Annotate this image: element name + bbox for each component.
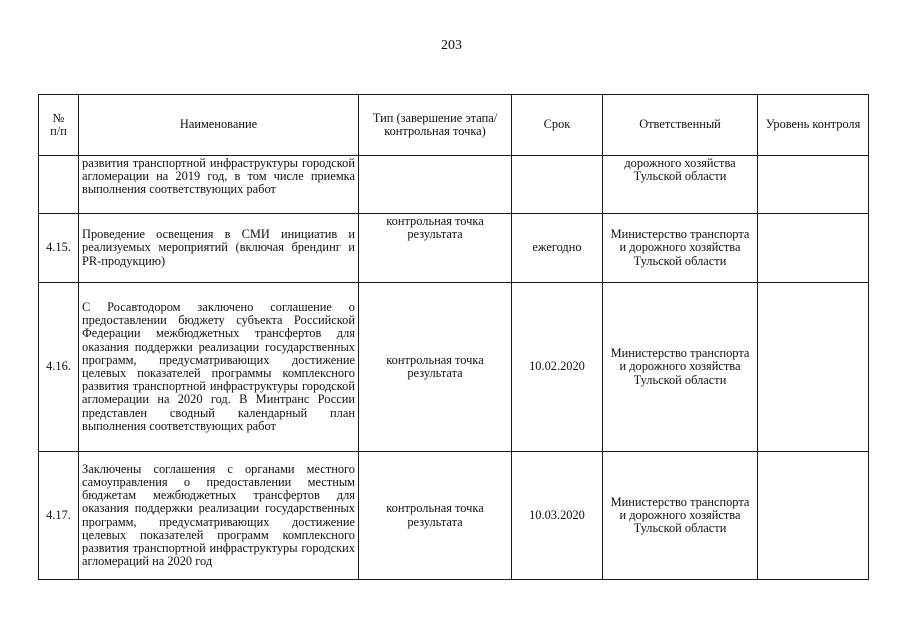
header-num: № п/п (39, 95, 79, 156)
row-responsible: Министерство транспорта и дорожного хозяйства Тульской области (603, 283, 758, 452)
header-name: Наименование (79, 95, 359, 156)
row-responsible: Министерство транспорта и дорожного хозяйства Тульской области (603, 214, 758, 283)
row-num (39, 156, 79, 214)
row-date: 10.02.2020 (512, 283, 603, 452)
row-date (512, 156, 603, 214)
row-num: 4.15. (39, 214, 79, 283)
row-num: 4.16. (39, 283, 79, 452)
row-level (758, 156, 869, 214)
page-number: 203 (441, 38, 462, 53)
row-type (359, 156, 512, 214)
header-level: Уровень контроля (758, 95, 869, 156)
row-name: Заключены соглашения с органами местного самоуправления о предоставлении местным бюджетам межбюджетных трансфертов для оказания поддержки реализации государственных программ, предусматривающих достижение целевых показателей программ комплексного развития транспортной инфраструктуры городских агломераций на 2020 год (79, 452, 359, 580)
row-type: контрольная точка результата (359, 283, 512, 452)
row-level (758, 452, 869, 580)
row-date: ежегодно (512, 214, 603, 283)
header-date: Срок (512, 95, 603, 156)
row-responsible: дорожного хозяйства Тульской области (603, 156, 758, 214)
table-row (39, 156, 869, 214)
row-level (758, 283, 869, 452)
table-row (39, 283, 869, 452)
plan-table (38, 94, 869, 580)
row-responsible: Министерство транспорта и дорожного хозяйства Тульской области (603, 452, 758, 580)
table-row (39, 214, 869, 283)
row-name: Проведение освещения в СМИ инициатив и реализуемых мероприятий (включая брендинг и PR-продукцию) (79, 214, 359, 283)
table-row (39, 452, 869, 580)
row-level (758, 214, 869, 283)
table-header-row (39, 95, 869, 156)
row-type: контрольная точка результата (359, 214, 512, 283)
header-responsible: Ответственный (603, 95, 758, 156)
header-type: Тип (завершение этапа/контрольная точка) (359, 95, 512, 156)
row-name: развития транспортной инфраструктуры городской агломерации на 2019 год, в том числе приемка выполнения соответствующих работ (79, 156, 359, 214)
row-num: 4.17. (39, 452, 79, 580)
row-date: 10.03.2020 (512, 452, 603, 580)
row-name: С Росавтодором заключено соглашение о предоставлении бюджету субъекта Российской Федерации межбюджетных трансфертов для оказания поддержки реализации государственных программ, предусматривающих достижение целевых показателей программы комплексного развития транспортной инфраструктуры городской агломерации на 2020 год. В Минтранс России представлен сводный календарный план выполнения соответствующих работ (79, 283, 359, 452)
row-type: контрольная точка результата (359, 452, 512, 580)
